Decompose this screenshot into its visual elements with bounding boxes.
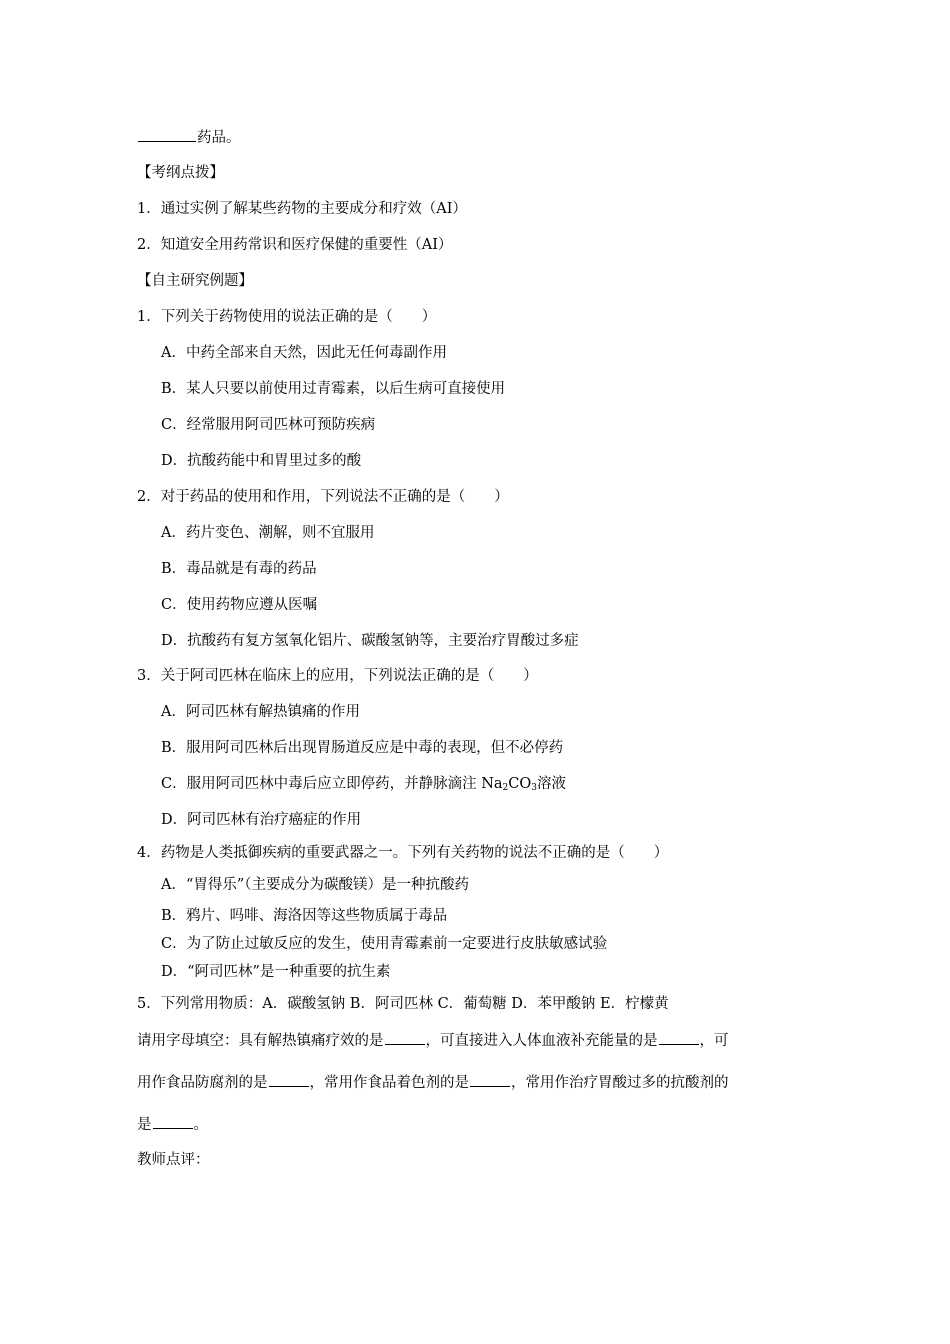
- fill-blank[interactable]: [385, 1030, 425, 1045]
- question-2-option-c: C．使用药物应遵从医嘱: [161, 597, 318, 613]
- outline-item-1: 1．通过实例了解某些药物的主要成分和疗效（AI）: [137, 201, 467, 217]
- question-1-option-d: D．抗酸药能中和胃里过多的酸: [161, 453, 362, 469]
- examples-header: 【自主研究例题】: [137, 273, 253, 289]
- question-1-option-c: C．经常服用阿司匹林可预防疾病: [161, 417, 376, 433]
- question-2-option-b: B．毒品就是有毒的药品: [161, 561, 317, 577]
- question-4-option-a: A．“胃得乐”（主要成分为碳酸镁）是一种抗酸药: [161, 877, 470, 893]
- intro-suffix: 药品。: [197, 130, 241, 146]
- question-5-stem: 5．下列常用物质：A．碳酸氢钠 B．阿司匹林 C．葡萄糖 D．苯甲酸钠 E．柠檬黄: [137, 996, 669, 1012]
- question-4-option-b: B．鸦片、吗啡、海洛因等这些物质属于毒品: [161, 908, 448, 924]
- teacher-comment-label: 教师点评：: [137, 1152, 210, 1168]
- question-4-stem: 4．药物是人类抵御疾病的重要武器之一。下列有关药物的说法不正确的是（ ）: [137, 845, 669, 861]
- question-1-stem: 1．下列关于药物使用的说法正确的是（ ）: [137, 309, 437, 325]
- fill-blank[interactable]: [659, 1030, 699, 1045]
- question-2-option-d: D．抗酸药有复方氢氧化铝片、碳酸氢钠等，主要治疗胃酸过多症: [161, 633, 579, 649]
- fill-blank[interactable]: [153, 1114, 193, 1129]
- question-3-option-c: C．服用阿司匹林中毒后应立即停药，并静脉滴注 $Na_2CO_3$溶液: [161, 776, 566, 793]
- question-5-line-3: 是 。: [137, 1114, 208, 1135]
- intro-line: [137, 127, 241, 148]
- question-2-stem: 2．对于药品的使用和作用，下列说法不正确的是（ ）: [137, 489, 509, 505]
- question-3-option-a: A．阿司匹林有解热镇痛的作用: [161, 704, 360, 720]
- question-2-option-a: A．药片变色、潮解，则不宜服用: [161, 525, 375, 541]
- question-3-option-b: B．服用阿司匹林后出现胃肠道反应是中毒的表现，但不必停药: [161, 740, 564, 756]
- fill-blank[interactable]: [138, 127, 196, 142]
- question-4-option-d: D．“阿司匹林”是一种重要的抗生素: [161, 964, 391, 980]
- question-3-option-d: D．阿司匹林有治疗癌症的作用: [161, 812, 362, 828]
- question-3-stem: 3．关于阿司匹林在临床上的应用，下列说法正确的是（ ）: [137, 668, 538, 684]
- question-5-line-1: 请用字母填空：具有解热镇痛疗效的是 ，可直接进入人体血液补充能量的是 ，可: [137, 1030, 729, 1051]
- outline-item-2: 2．知道安全用药常识和医疗保健的重要性（AI）: [137, 237, 453, 253]
- fill-blank[interactable]: [269, 1072, 309, 1087]
- question-5-line-2: 用作食品防腐剂的是 ，常用作食品着色剂的是 ，常用作治疗胃酸过多的抗酸剂的: [137, 1072, 729, 1093]
- question-1-option-b: B．某人只要以前使用过青霉素，以后生病可直接使用: [161, 381, 506, 397]
- question-4-option-c: C．为了防止过敏反应的发生，使用青霉素前一定要进行皮肤敏感试验: [161, 936, 608, 952]
- question-1-option-a: A．中药全部来自天然，因此无任何毒副作用: [161, 345, 447, 361]
- outline-header: 【考纲点拨】: [137, 165, 224, 181]
- fill-blank[interactable]: [470, 1072, 510, 1087]
